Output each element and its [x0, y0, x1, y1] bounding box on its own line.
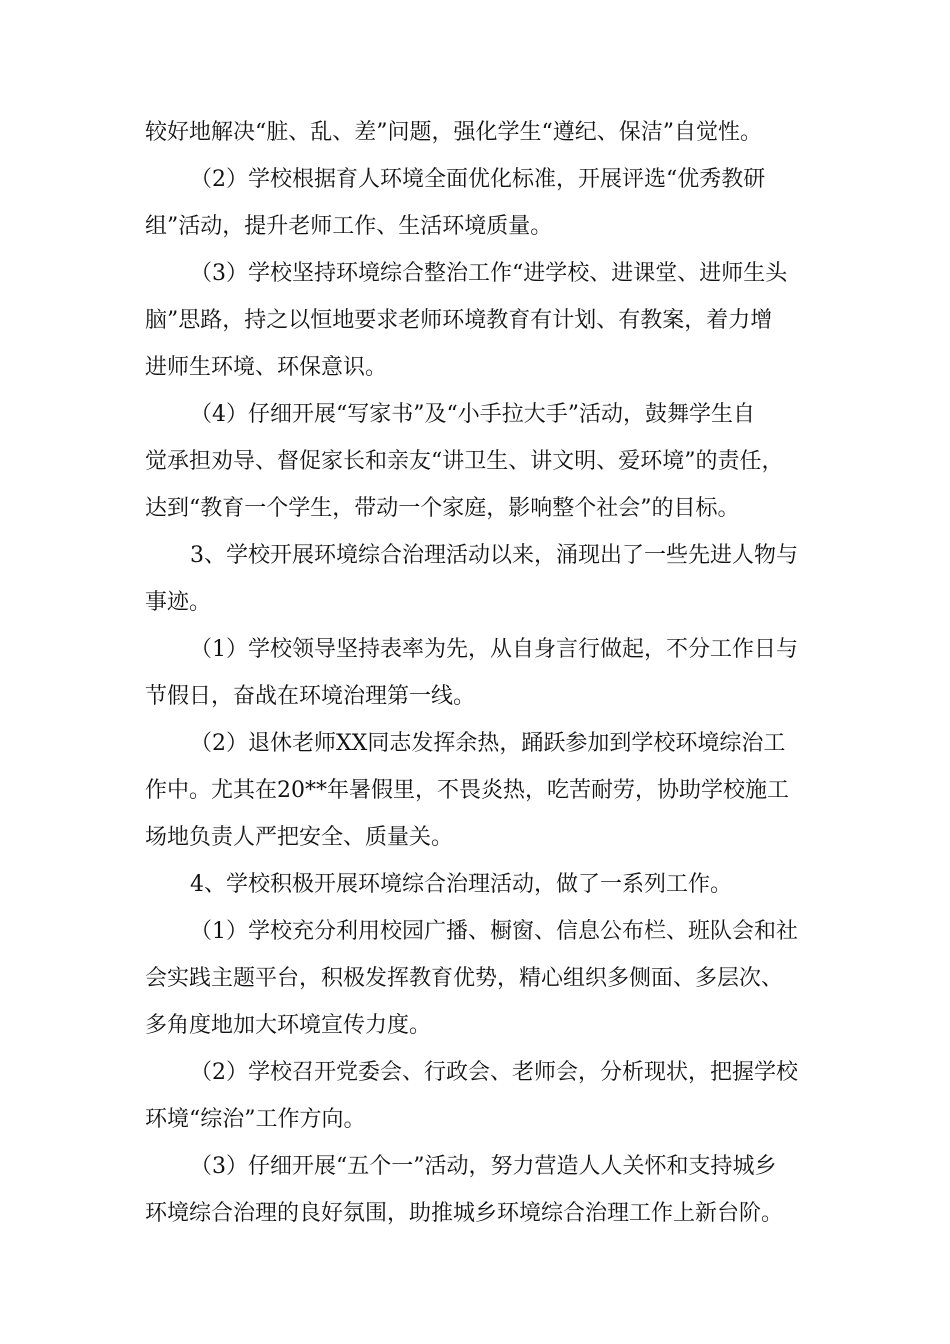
paragraph-line: 觉承担劝导、督促家长和亲友“讲卫生、讲文明、爱环境”的责任，: [145, 449, 784, 474]
paragraph-line: 达到“教育一个学生，带动一个家庭，影响整个社会”的目标。: [145, 496, 740, 521]
paragraph-line: （3）仔细开展“五个一”活动，努力营造人人关怀和支持城乡: [190, 1154, 777, 1179]
paragraph-line: （4）仔细开展“写家书”及“小手拉大手”活动，鼓舞学生自: [190, 402, 755, 427]
paragraph-line: 多角度地加大环境宣传力度。: [145, 1013, 432, 1038]
paragraph-line: （3）学校坚持环境综合整治工作“进学校、进课堂、进师生头: [190, 261, 788, 286]
paragraph-line: 节假日，奋战在环境治理第一线。: [145, 684, 476, 709]
paragraph-line: 较好地解决“脏、乱、差”问题，强化学生“遵纪、保洁”自觉性。: [145, 120, 762, 145]
paragraph-line: 组”活动，提升老师工作、生活环境质量。: [145, 214, 553, 239]
paragraph-line: 进师生环境、环保意识。: [145, 355, 388, 380]
paragraph-line: （1）学校充分利用校园广播、橱窗、信息公布栏、班队会和社: [190, 919, 798, 944]
paragraph-line: 场地负责人严把安全、质量关。: [145, 825, 454, 850]
paragraph-line: 环境“综治”工作方向。: [145, 1107, 366, 1132]
paragraph-line: （2）退休老师XX同志发挥余热，踊跃参加到学校环境综治工: [190, 731, 786, 756]
paragraph-line: 4、学校积极开展环境综合治理活动，做了一系列工作。: [190, 872, 732, 897]
paragraph-line: 脑”思路，持之以恒地要求老师环境教育有计划、有教案，着力增: [145, 308, 773, 333]
paragraph-line: 环境综合治理的良好氛围，助推城乡环境综合治理工作上新台阶。: [145, 1201, 784, 1226]
paragraph-line: 会实践主题平台，积极发挥教育优势，精心组织多侧面、多层次、: [145, 966, 784, 991]
paragraph-line: （1）学校领导坚持表率为先，从自身言行做起，不分工作日与: [190, 637, 798, 662]
paragraph-line: 3、学校开展环境综合治理活动以来，涌现出了一些先进人物与: [190, 543, 798, 568]
paragraph-line: 事迹。: [145, 590, 212, 615]
paragraph-line: （2）学校召开党委会、行政会、老师会，分析现状，把握学校: [190, 1060, 798, 1085]
paragraph-line: 作中。尤其在20**年暑假里，不畏炎热，吃苦耐劳，协助学校施工: [145, 778, 789, 803]
paragraph-line: （2）学校根据育人环境全面优化标准，开展评选“优秀教研: [190, 167, 766, 192]
